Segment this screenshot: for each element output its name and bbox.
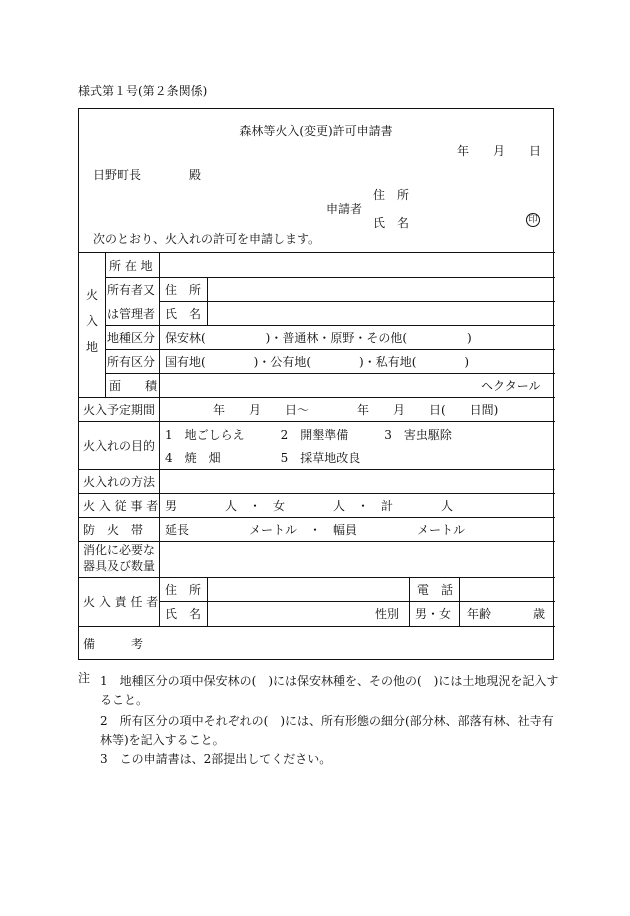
applicant-label: 申請者 [326, 202, 363, 216]
schedule-value: 年 月 日～ 年 月 日( 日間) [213, 403, 499, 417]
divider [207, 277, 208, 325]
date-year-label: 年 [457, 144, 470, 158]
divider [79, 626, 555, 627]
divider [409, 577, 410, 626]
land-type-value: 保安林( )・普通林・原野・その他( ) [165, 331, 472, 345]
burn-site-group-label [85, 289, 99, 353]
divider [105, 252, 106, 397]
divider [79, 493, 555, 494]
remarks-label: 備 考 [83, 637, 144, 651]
location-label: 所 在 地 [109, 259, 153, 273]
purpose-line2: 4 焼 畑 5 採草地改良 [165, 451, 361, 465]
firebreak-value: 延長 メートル ・ 幅員 メートル [165, 523, 466, 537]
divider [79, 397, 555, 398]
ownership-label: 所有区分 [107, 355, 156, 369]
application-form [78, 108, 554, 660]
equipment-label-line1: 消化に必要な [83, 543, 156, 557]
form-number: 様式第１号(第２条関係) [78, 84, 208, 98]
purpose-label: 火入れの目的 [83, 439, 156, 453]
applicant-name-label: 氏 名 [373, 216, 410, 230]
responsible-label: 火 入 責 任 者 [83, 595, 159, 609]
divider [79, 252, 555, 253]
workers-label: 火 入 従 事 者 [83, 499, 159, 513]
form-title: 森林等火入(変更)許可申請書 [239, 124, 393, 138]
divider [79, 577, 555, 578]
responsible-phone-label: 電 話 [417, 583, 454, 597]
firebreak-label: 防 火 帯 [83, 523, 144, 537]
age-label: 年齢 [467, 607, 492, 621]
area-label: 面 積 [109, 379, 158, 393]
request-text: 次のとおり、火入れの許可を申請します。 [93, 232, 321, 246]
divider [159, 252, 160, 626]
method-label: 火入れの方法 [83, 475, 156, 489]
burn-site-char: 入 [85, 314, 98, 328]
honorific: 殿 [189, 168, 202, 182]
divider [207, 577, 208, 626]
divider [79, 517, 555, 518]
owner-label-line2: は管理者 [107, 307, 156, 321]
owner-name-label: 氏 名 [165, 307, 202, 321]
divider [105, 325, 555, 326]
owner-address-label: 住 所 [165, 283, 202, 297]
responsible-address-label: 住 所 [165, 583, 202, 597]
divider [79, 421, 555, 422]
equipment-label [83, 543, 155, 574]
note-item-2: 2 所有区分の項中それぞれの( )には、所有形態の細分(部分林、部落有林、社寺有林等)を記入すること。 [100, 714, 554, 747]
equipment-label-line2: 器具及び数量 [83, 558, 156, 573]
divider [159, 601, 555, 602]
ownership-value: 国有地( )・公有地( )・私有地( ) [165, 355, 470, 369]
gender-value: 男・女 [415, 607, 452, 621]
land-type-label: 地種区分 [107, 331, 156, 345]
divider [105, 373, 555, 374]
addressee: 日野町長 [93, 168, 142, 182]
seal-icon: 印 [526, 213, 540, 227]
burn-site-char: 地 [85, 340, 98, 354]
divider [79, 541, 555, 542]
area-unit: ヘクタール [481, 379, 541, 393]
date-day-label: 日 [529, 144, 542, 158]
note-item-3: 3 この申請書は、2部提出してください。 [100, 752, 332, 766]
divider [459, 577, 460, 626]
applicant-address-label: 住 所 [373, 188, 410, 202]
divider [79, 469, 555, 470]
purpose-line1: 1 地ごしらえ 2 開墾準備 3 害虫駆除 [165, 428, 452, 442]
date-month-label: 月 [493, 144, 506, 158]
divider [105, 349, 555, 350]
schedule-label: 火入予定期間 [83, 403, 156, 417]
age-unit: 歳 [533, 607, 546, 621]
owner-label-line1: 所有者又 [107, 283, 156, 297]
notes-mark: 注 [78, 671, 91, 685]
divider [105, 277, 555, 278]
burn-site-char: 火 [85, 288, 98, 302]
responsible-name-label: 氏 名 [165, 607, 202, 621]
divider [159, 301, 555, 302]
note-item-1: 1 地種区分の項中保安林の( )には保安林種を、その他の( )には土地現況を記入すること。 [100, 674, 559, 707]
workers-value: 男 人 ・ 女 人 ・ 計 人 [165, 499, 454, 513]
gender-label: 性別 [375, 607, 400, 621]
